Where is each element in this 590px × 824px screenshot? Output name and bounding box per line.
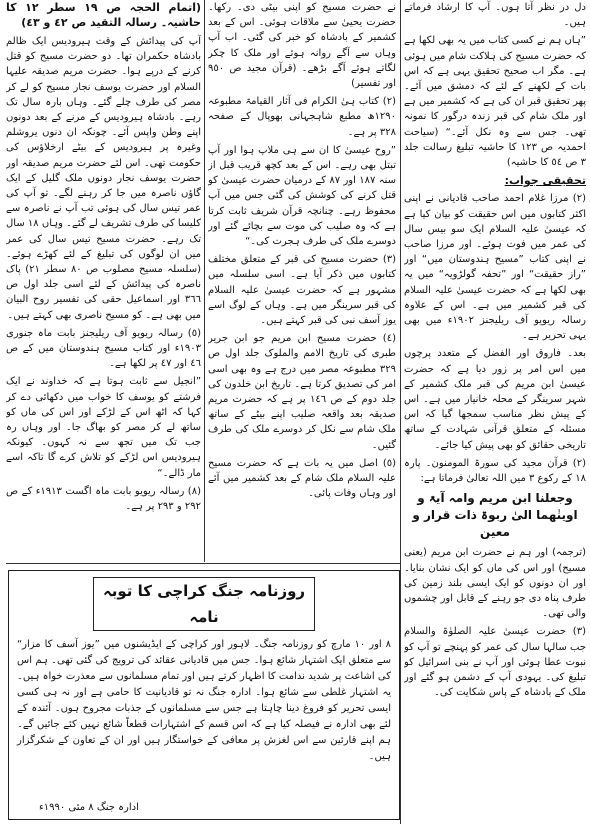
column-divider	[400, 0, 401, 824]
column-header: (اتمام الحجہ ص ١٩ سطر ١٢ کا حاشیہ۔ رسالہ التقید ص ٤٢ و ٤٣)	[6, 1, 201, 29]
paragraph: (٣) حضرت مسیح کی قبر کے متعلق مختلف کتابوں میں ذکر آیا ہے۔ اسی سلسلہ میں مشہور ہے کہ حضرت عیسیٰ علیہ السلام کی قبر سرینگر میں ہے۔ وہاں کے لوگ اسے یوز آسف نبی کی قبر کہتے ہیں۔	[208, 254, 396, 327]
notice-title: روزنامہ جنگ کراچی کا توبہ نامہ	[93, 577, 315, 631]
paragraph: ”ہاں ہم نے کسی کتاب میں یہ بھی لکھا ہے کہ حضرت مسیح کی ہلاکت شام میں ہوئی ہے۔ مگر اب صحیح تحقیق یہی ہے کہ اس بات کے لکھنے کے لئے کہ دمشق میں آئے۔ پھر تحقیق قبر ان کی ہے کہ کشمیر میں ہے اور ملک شام کی قبر زندہ درگور کا نمونہ تھی۔ جس سے وہ نکل آئے۔“ (سیاحت احمدیہ ص ١٢٣ کا حاشیہ تبلیغ رسالت جلد ٣ ص ٥٤ کا حاشیہ)	[404, 35, 586, 169]
paragraph: (٢) قرآن مجید کی سورۃ المومنون۔ پارہ ١٨ کے رکوع ٣ میں اللہ تعالیٰ فرماتا ہے:	[404, 457, 586, 485]
notice-signature: ادارہ جنگ ٨ مئی ١٩٩٠ء	[39, 802, 139, 813]
column-divider	[204, 0, 205, 562]
paragraph: ”روح عیسیٰ کا ان سے ہی ملاپ ہوا اور آپ تبتل بھی رہے۔ اس کے بعد کچھ قریب قبل از سنہ ١٨٧ اور ٨٧ کے درمیان حضرت عیسیٰ کو قتل کرنے کی کوشش کی گئی جس میں آپ محفوظ رہے۔ چنانچہ قرآن شریف ثابت کرتا ہے کہ وہ صلیب کی موت سے بچائے گئے اور دوسرے ملک کی طرف ہجرت کی۔“	[208, 144, 396, 248]
notice-body: ٨ اور ١٠ مارچ کو روزنامہ جنگ۔ لاہور اور کراچی کے ایڈیشنوں میں ”یوز آسف کا مزار“ سے متعلق ایک اشتہار شائع ہوا۔ جس میں قادیانی عقائد کی ترویج کی گئی تھی۔ ہم اس کی اشاعت پر شدید ندامت کا اظہار کرتے ہیں اور تمام مسلمانوں سے معذرت خواہ ہیں۔ یہ اشتہار غلطی سے شائع ہوا۔ ادارہ جنگ نہ تو قادیانیت کا حامی ہے اور نہ ہی کسی ایسی تحریر کو فروغ دینا چاہتا ہے جس سے مسلمانوں کے جذبات مجروح ہوں۔ آئندہ کے لئے بھی ادارہ نے فیصلہ کیا ہے کہ اس قسم کے اشتہارات قطعاً شائع نہیں کئے جائیں گے۔ ہم اپنے قارئین سے اس لغزش پر معافی کے خواستگار ہیں اور ان کے تعاون کے شکرگزار ہیں۔	[17, 639, 391, 762]
section-divider	[6, 563, 400, 564]
paragraph: دل در نظر آتا ہوں۔ آپ کا ارشاد فرماتے ہیں۔	[404, 2, 586, 29]
paragraph: بعد۔ فاروق اور الفضل کے متعدد پرچوں میں اس امر پر زور دیا ہے کہ حضرت عیسیٰ ابن مریم کی قبر ملک کشمیر کے شہر سرینگر کے محلہ خانیار میں ہے۔ اس کے پیش نظر مناسب سمجھا گیا کہ اس مسئلہ کے متعلق قرآنی شہادت کے ساتھ تاریخی حقائق کو بھی پیش کیا جائے۔	[404, 348, 586, 451]
paragraph: (٢) مرزا غلام احمد صاحب قادیانی نے اپنی اکثر کتابوں میں اس حقیقت کو بیان کیا ہے کہ عیسیٰ علیہ السلام ایک سو بیس سال کی عمر میں فوت ہوئے۔ اور مرزا صاحب نے اپنی کتاب ”مسیح ہندوستان میں“ اور ”راز حقیقت“ اور ”تحفہ گولڑویہ“ میں یہ بھی لکھا ہے کہ حضرت عیسیٰ علیہ السلام کی قبر کشمیر میں ہے۔ اس کے علاوہ رسالہ ریویو آف ریلیجنز ١٩٠٢ء میں بھی یہی تحریر ہے۔	[404, 193, 586, 342]
paragraph: (٣) حضرت عیسیٰ علیہ الصلوٰۃ والسلام جب سالہا سال کی عمر کو پہنچے تو آپ کو نبوت عطا ہوئی اور آپ نے بنی اسرائیل کو تبلیغ کی۔ یہودی آپ کے دشمن ہو گئے اور ملک کے بادشاہ کے پاس شکایت کی۔	[404, 626, 586, 699]
paragraph: (٨) رسالہ ریویو بابت ماہ اگست ١٩١٣ء کے ص ٢٩٢ و ٢٩٣ پر ہے۔	[6, 485, 201, 513]
paragraph: نے حضرت مسیح کو اپنی بیٹی دی۔ رکھا۔ حضرت یحییٰ سے ملاقات ہوئی۔ اس کے بعد کشمیر کے بادشاہ کو خبر کی گئی۔ اب آپ وہاں سے آگے روانہ ہوئے اور ملک کا چکر لگاتے ہوئے آگے بڑھے۔ (قرآن مجید ص ٩٥٠ اور تفسیر)	[208, 2, 396, 90]
paragraph: (٥) اصل میں یہ بات ہے کہ حضرت مسیح علیہ السلام ملک شام کے بعد کشمیر میں آئے اور وہاں وفات پائی۔	[208, 457, 396, 500]
right-column	[404, 0, 586, 824]
answer-heading: تحقیقی جواب:	[504, 174, 586, 188]
paragraph: (٤) حضرت مسیح ابن مریم جو ابن جریر طبری کی تاریخ الامم والملوک جلد اول ص ٣٢٩ مطبوعہ مصر میں درج ہے وہ بھی اسی امر کی تصدیق کرتا ہے۔ تاریخ ابن خلدون کی جلد دوم کے ص ١٤٦ پر ہے کہ حضرت مریم صدیقہ بعد واقعہ صلیب اپنے بیٹے کے ساتھ ملک شام سے نکل کر دوسرے ملک کی طرف گئیں۔	[208, 333, 396, 451]
notice-box	[8, 570, 400, 820]
paragraph: (٥) رسالہ ریویو آف ریلیجنز بابت ماہ جنوری ١٩٠٣ء اور کتاب مسیح ہندوستان میں کے ص ٤٦ اور ٤٧ پر لکھا ہے۔	[6, 327, 201, 370]
paragraph: ”انجیل سے ثابت ہوتا ہے کہ خداوند نے ایک فرشتے کو یوسف کا خواب میں دکھائی دے کر کہا کہ اٹھ اس کے لڑکے اور اس کی ماں کو ساتھ لے کر مصر کو بھاگ جا۔ اور وہاں رہ جب تک میں تجھ سے نہ کہوں۔ کیونکہ ہیرودیس اس لڑکے کو تلاش کرے گا تاکہ اسے مار ڈالے۔“	[6, 376, 201, 479]
paragraph: (٢) کتاب ہیٰ الکرام فی آثار القیامۃ مطبوعہ ١٢٩٠ھ مطبع شاہجہانی بھوپال کے صفحہ ٣٢٨ پر ہے۔	[208, 96, 396, 138]
quran-verse: وجعلنا ابن مریم وامہ آیۃ و اوینٰھما الیٰ ربوۃ ذات قرار و معین	[412, 491, 578, 540]
paragraph: (ترجمہ) اور ہم نے حضرت ابن مریم (یعنی مسیح) اور اس کی ماں کو ایک نشان بنایا۔ اور ان دونوں کو ایک ایسی بلند زمین کی طرف پناہ دی جو رہنے کے قابل اور چشموں والی تھی۔	[404, 547, 586, 620]
left-column	[6, 0, 201, 560]
middle-column	[208, 0, 396, 560]
paragraph: آپ کی پیدائش کے وقت ہیرودیس ایک ظالم بادشاہ حکمران تھا۔ دو حضرت مسیح کو قتل کرنے کے درپے ہوا۔ حضرت مریم صدیقہ علیہا السلام اور حضرت یوسف نجار مسیح کو لے کر مصر کی طرف چلے گئے۔ وہاں بارہ سال تک رہے۔ بادشاہ ہیرودیس کے مرنے کے بعد دونوں اپنے وطن واپس آئے۔ چونکہ ان دنوں یروشلم وغیرہ پر ہیرودیس کے بیٹے ارخلاؤس کی حکومت تھی۔ اس لئے حضرت مریم صدیقہ اور حضرت یوسف نجار دونوں ملک گلیل کے ایک گاؤں ناصرہ میں جا کر رہنے لگے۔ تو آپ کی عمر تیس سال کی ہوئی تب آپ نے ناصرہ سے کلیسا کی طرف تشریف لے گئے۔ وہاں ١٨ سال تک رہے۔ حضرت مسیح تیس سال کی عمر میں ان لوگوں کی تبلیغ کے لئے کھڑے ہوئے۔ (سلسلہ مسیح مصلوب ص ٨٠ سطر ٢١) پاک ناصرہ کی پیدائش کے لئے اسی جلد اول ص ٣٦٦ اور اسماعیل حقی کی تفسیر روح البیان میں بھی ہے۔ کو مسیح ناصری بھی کہتے ہیں۔	[6, 36, 201, 321]
